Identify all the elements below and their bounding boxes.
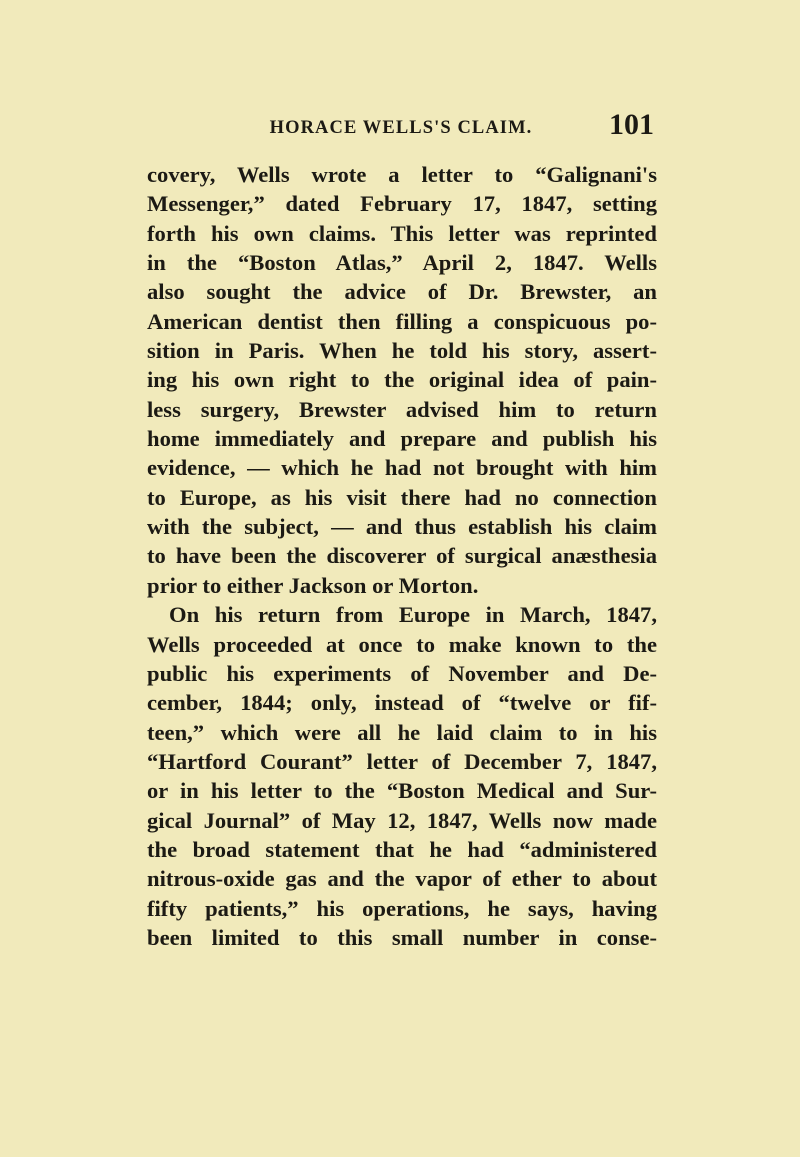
text-line: been limited to this small number in conse- [147,924,657,950]
text-line: nitrous-oxide gas and the vapor of ether to about [147,866,657,892]
text-line: On his return from Europe in March, 1847, [169,602,657,628]
text-line: ing his own right to the original idea of pain- [147,367,657,393]
text-line: with the subject, — and thus establish his claim [147,514,657,540]
text-line: fifty patients,” his operations, he says, having [147,895,657,921]
text-line: “Hartford Courant” letter of December 7, 1847, [147,748,657,774]
running-head-title: HORACE WELLS'S CLAIM. [269,118,533,138]
text-line: prior to either Jackson or Morton. [147,572,479,598]
text-line: gical Journal” of May 12, 1847, Wells now made [147,807,657,833]
body-text [147,160,657,952]
text-line: Messenger,” dated February 17, 1847, setting [147,191,657,217]
text-line: in the “Boston Atlas,” April 2, 1847. Wells [147,250,657,276]
text-line: to Europe, as his visit there had no connection [147,484,657,510]
text-line: also sought the advice of Dr. Brewster, an [147,279,657,305]
text-line: or in his letter to the “Boston Medical and Sur- [147,778,657,804]
text-line: Wells proceeded at once to make known to the [147,631,657,657]
text-line: forth his own claims. This letter was reprinted [147,220,657,246]
text-line: less surgery, Brewster advised him to return [147,396,657,422]
text-line: public his experiments of November and De- [147,660,657,686]
text-line: evidence, — which he had not brought with him [147,455,657,481]
text-line: to have been the discoverer of surgical anæsthesia [147,543,657,569]
text-line: sition in Paris. When he told his story, assert- [147,338,657,364]
running-head [148,108,654,148]
page-number: 101 [609,108,654,141]
text-line: covery, Wells wrote a letter to “Galignani's [147,162,657,187]
text-line: the broad statement that he had “administered [147,836,657,862]
text-line: cember, 1844; only, instead of “twelve or fif- [147,690,657,716]
text-line: American dentist then filling a conspicuous po- [147,308,657,334]
text-line: home immediately and prepare and publish his [147,426,657,452]
text-line: teen,” which were all he laid claim to in his [147,719,657,745]
